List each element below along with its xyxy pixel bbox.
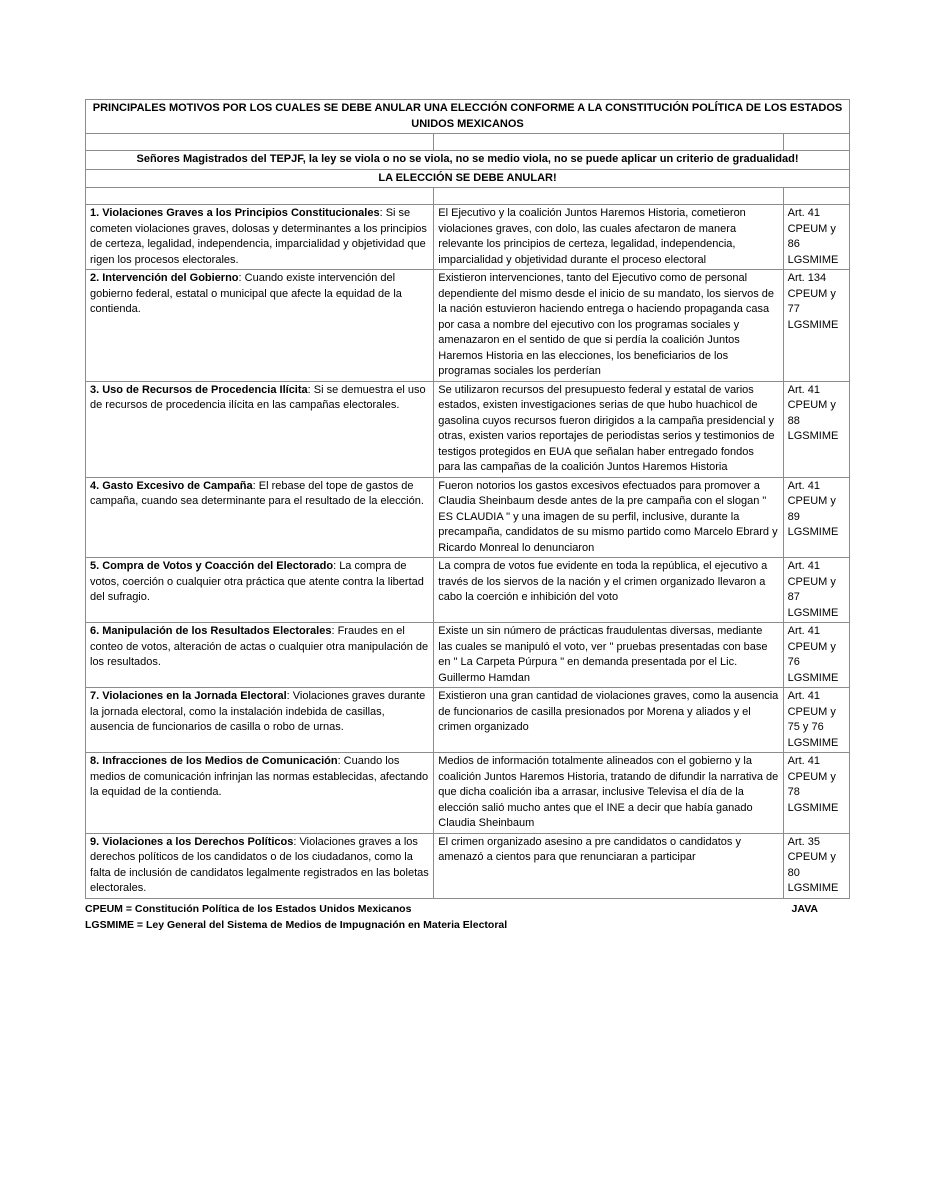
motive-heading: 4. Gasto Excesivo de Campaña: [90, 479, 253, 492]
motive-heading: 9. Violaciones a los Derechos Políticos: [90, 835, 294, 848]
article-cell: Art. 35 CPEUM y 80 LGSMIME: [783, 833, 849, 898]
cpeum-footnote: CPEUM = Constitución Política de los Estados Unidos Mexicanos: [85, 902, 412, 915]
motive-heading: 2. Intervención del Gobierno: [90, 272, 239, 284]
motive-heading: 3. Uso de Recursos de Procedencia Ilícita: [90, 383, 308, 396]
motive-heading: 8. Infracciones de los Medios de Comunicación: [90, 755, 338, 767]
conclusion-row: [86, 169, 850, 188]
article-cell: Art. 134 CPEUM y 77 LGSMIME: [783, 270, 849, 382]
facts-cell: Fueron notorios los gastos excesivos efectuados para promover a Claudia Sheinbaum desde antes de la pre campaña con el slogan " ES CLAUDIA " y una imagen de su perfil, inclusive, durante la precampaña, candidatos de su mismo partido como Marcelo Ebrard y Ricardo Monreal lo denunciaron: [434, 477, 783, 558]
appeal-row: [86, 151, 850, 170]
article-cell: Art. 41 CPEUM y 88 LGSMIME: [783, 381, 849, 477]
motive-description: : Cuando los medios de comunicación infrinjan las normas establecidas, afectando la equidad de la contienda.: [90, 755, 429, 798]
table-row: [86, 270, 850, 382]
article-cell: Art. 41 CPEUM y 75 y 76 LGSMIME: [783, 688, 849, 753]
article-cell: Art. 41 CPEUM y 89 LGSMIME: [783, 477, 849, 558]
article-cell: Art. 41 CPEUM y 86 LGSMIME: [783, 205, 849, 270]
facts-cell: Medios de información totalmente alineados con el gobierno y la coalición Juntos Haremos Historia, tratando de difundir la narrativa de que dicha coalición iba a arrasar, inclusive Televisa el día de la elección salió mucho antes que el INE a decir que había ganado Claudia Sheinbaum: [434, 753, 783, 834]
facts-cell: Existieron una gran cantidad de violaciones graves, como la ausencia de funcionarios de casilla presionados por Morena y aliados y el crimen organizado: [434, 688, 783, 753]
table-row: [86, 753, 850, 834]
title-row: [86, 100, 850, 134]
motive-cell: [86, 558, 434, 623]
table-row: [86, 833, 850, 898]
motive-description: : El rebase del tope de gastos de campaña, cuando sea determinante para el resultado de la elección.: [90, 479, 424, 507]
article-cell: Art. 41 CPEUM y 87 LGSMIME: [783, 558, 849, 623]
table-row: [86, 381, 850, 477]
motive-description: : Si se cometen violaciones graves, dolosas y determinantes a los principios de certeza, legalidad, independencia, imparcialidad y objetividad que rigen los procesos electorales.: [90, 207, 427, 266]
facts-cell: El Ejecutivo y la coalición Juntos Haremos Historia, cometieron violaciones graves, con dolo, las cuales afectaron de manera relevante los principios de certeza, legalidad, independencia, imparcialidad y objetividad durante el proceso electoral: [434, 205, 783, 270]
motive-heading: 7. Violaciones en la Jornada Electoral: [90, 690, 287, 702]
facts-cell: El crimen organizado asesino a pre candidatos o candidatos y amenazó a cientos para que renunciaran a participar: [434, 833, 783, 898]
empty-row: [86, 188, 850, 205]
motive-description: : Cuando existe intervención del gobierno federal, estatal o municipal que afecte la equidad de la contienda.: [90, 272, 402, 315]
motive-description: : La compra de votos, coerción o cualquier otra práctica que atente contra la libertad del sufragio.: [90, 560, 424, 603]
article-cell: Art. 41 CPEUM y 78 LGSMIME: [783, 753, 849, 834]
motive-heading: 5. Compra de Votos y Coacción del Electorado: [90, 560, 334, 572]
motive-cell: [86, 477, 434, 558]
motive-cell: [86, 753, 434, 834]
article-cell: Art. 41 CPEUM y 76 LGSMIME: [783, 623, 849, 688]
motive-description: : Violaciones graves durante la jornada electoral, como la instalación indebida de casillas, ausencia de funcionarios de casilla o robo de urnas.: [90, 690, 426, 733]
motive-cell: [86, 833, 434, 898]
conclusion-text: LA ELECCIÓN SE DEBE ANULAR!: [86, 169, 850, 188]
lgsmime-footnote: LGSMIME = Ley General del Sistema de Medios de Impugnación en Materia Electoral: [85, 918, 508, 931]
motive-cell: [86, 623, 434, 688]
footnotes: [85, 901, 850, 933]
motive-description: : Si se demuestra el uso de recursos de procedencia ilícita en las campañas electorales.: [90, 383, 426, 411]
facts-cell: Existe un sin número de prácticas fraudulentas diversas, mediante las cuales se manipuló el voto, ver " pruebas presentadas con base en " La Carpeta Púrpura " en demanda presentada por el Lic. Guillermo Hamdan: [434, 623, 783, 688]
motive-cell: [86, 381, 434, 477]
empty-row: [86, 134, 850, 151]
table-row: [86, 205, 850, 270]
footnote-row: [85, 901, 850, 917]
table-row: [86, 558, 850, 623]
table-row: [86, 623, 850, 688]
motive-cell: [86, 688, 434, 753]
table-row: [86, 477, 850, 558]
facts-cell: La compra de votos fue evidente en toda la república, el ejecutivo a través de los siervos de la nación y el crimen organizado llevaron a cabo la coerción e inhibición del voto: [434, 558, 783, 623]
table-row: [86, 688, 850, 753]
author-initials: JAVA: [791, 902, 818, 915]
motive-description: : Fraudes en el conteo de votos, alteración de actas o cualquier otra manipulación de los resultados.: [90, 625, 429, 668]
document: [85, 99, 850, 933]
motive-cell: [86, 205, 434, 270]
motive-cell: [86, 270, 434, 382]
facts-cell: Existieron intervenciones, tanto del Ejecutivo como de personal dependiente del mismo desde el inicio de su mandato, los siervos de la nación estuvieron haciendo entrega o haciendo propaganda casa por casa a nombre del ejecutivo con los programas sociales y amenazaron en el sentido de que si perdía la coalición Juntos Haremos Historia en las elecciones, los beneficiarios de los programas sociales los perderían: [434, 270, 783, 382]
motive-heading: 6. Manipulación de los Resultados Electorales: [90, 625, 332, 637]
facts-cell: Se utilizaron recursos del presupuesto federal y estatal de varios estados, existen investigaciones serias de que hubo huachicol de gasolina cuyos recursos fueron dirigidos a la campaña presidencial y otras, existen varios reportajes de periodistas serios y testimonios de testigos protegidos en EUA que señalan haber entregado fondos para las campañas de la coalición Juntos Haremos Historia: [434, 381, 783, 477]
motives-table: [85, 99, 850, 899]
motive-description: : Violaciones graves a los derechos políticos de los candidatos o de los ciudadanos, como la falta de inclusión de candidatos legalmente registrados en las boletas electorales.: [90, 835, 429, 894]
appeal-text: Señores Magistrados del TEPJF, la ley se viola o no se viola, no se medio viola, no se puede aplicar un criterio de gradualidad!: [86, 151, 850, 170]
motive-heading: 1. Violaciones Graves a los Principios Constitucionales: [90, 207, 380, 219]
document-title: PRINCIPALES MOTIVOS POR LOS CUALES SE DEBE ANULAR UNA ELECCIÓN CONFORME A LA CONSTITUCIÓN POLÍTICA DE LOS ESTADOS UNIDOS MEXICANOS: [86, 100, 850, 134]
